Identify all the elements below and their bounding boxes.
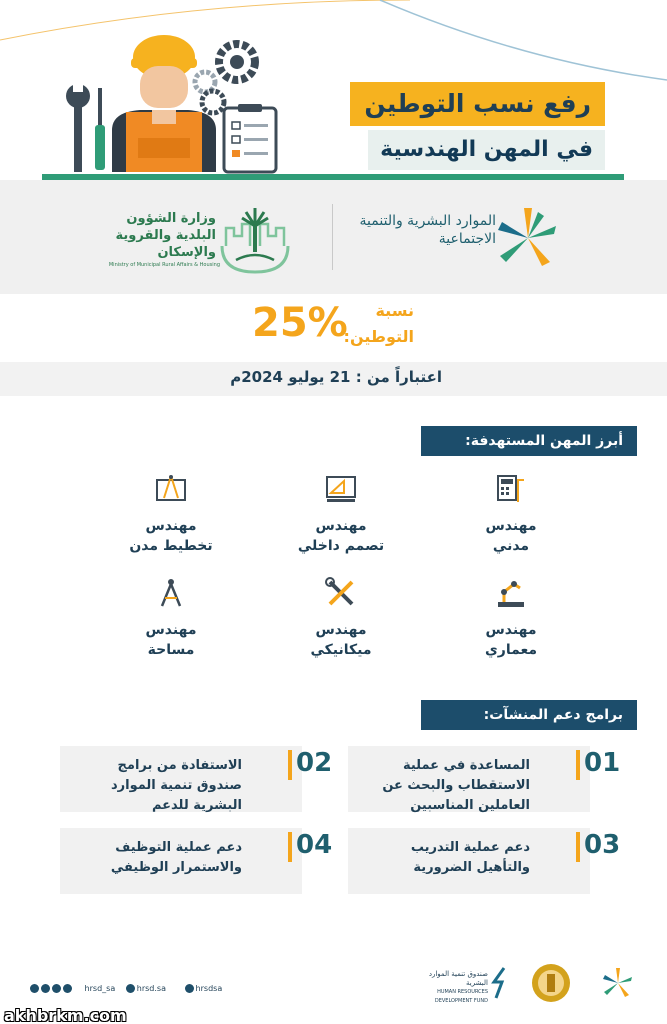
- hr-ministry-small-logo: [598, 966, 638, 1000]
- profession-line2: ميكانيكي: [310, 642, 372, 658]
- calculator-ruler-icon: [494, 472, 528, 506]
- mr-ministry-name-en: Ministry of Municipal Rural Affairs & Housing: [108, 262, 220, 268]
- support-number: 01: [584, 748, 621, 778]
- social-handles: [30, 984, 238, 993]
- hrdf-name: [424, 970, 488, 1006]
- ratio-value: 25%: [252, 300, 348, 346]
- telegram-icon: [126, 984, 135, 993]
- drafting-board-icon: [324, 472, 358, 506]
- gear-icon: [195, 44, 255, 113]
- support-text: الاستفادة من برامج صندوق تنمية الموارد البشرية للدعم: [110, 758, 242, 813]
- social-handle[interactable]: hrsd.sa: [136, 984, 166, 993]
- robot-arm-icon: [494, 576, 528, 610]
- support-number: 02: [296, 748, 333, 778]
- profession-item: [446, 576, 576, 660]
- title-line-1: رفع نسب التوطين: [350, 82, 605, 126]
- profession-line2: مدني: [492, 538, 530, 554]
- profession-line1: مهندس: [315, 622, 367, 638]
- hr-ministry-name: الموارد البشرية والتنمية الاجتماعية: [359, 213, 496, 247]
- professions-section-title: أبرز المهن المستهدفة:: [421, 426, 637, 456]
- support-section-title: برامج دعم المنشآت:: [421, 700, 637, 730]
- profession-line2: معماري: [484, 642, 538, 658]
- hr-ministry-logo: [488, 204, 568, 272]
- support-card: [60, 828, 302, 894]
- mr-ministry-logo: [216, 206, 294, 276]
- profession-line1: مهندس: [145, 622, 197, 638]
- support-card: [348, 828, 590, 894]
- social-icons: [30, 984, 74, 993]
- youtube-icon: [185, 984, 194, 993]
- profession-line1: مهندس: [315, 518, 367, 534]
- profession-item: [106, 472, 236, 556]
- profession-item: [276, 472, 406, 556]
- hrdf-name-en: HUMAN RESOURCES DEVELOPMENT FUND: [434, 989, 488, 1004]
- effective-date: اعتباراً من : 21 يوليو 2024م: [230, 368, 442, 386]
- support-card: [60, 746, 302, 812]
- wrench-icon: [66, 80, 90, 172]
- profession-line2: تصمم داخلي: [297, 538, 385, 554]
- wrench-screwdriver-icon: [324, 576, 358, 610]
- mr-ministry-name: وزارة الشؤون البلدية والقروية والإسكان: [115, 211, 216, 260]
- profession-line1: مهندس: [485, 622, 537, 638]
- number-accent: [576, 750, 580, 780]
- profession-item: [276, 576, 406, 660]
- number-accent: [288, 750, 292, 780]
- profession-line1: مهندس: [145, 518, 197, 534]
- hrdf-logo: [490, 966, 510, 1000]
- support-number: 04: [296, 830, 333, 860]
- number-accent: [576, 832, 580, 862]
- screwdriver-icon: [95, 88, 105, 170]
- title-line-2: في المهن الهندسية: [368, 130, 605, 170]
- ratio-label: نسبة التوطين:: [343, 301, 414, 346]
- hrdf-name-ar: صندوق تنمية الموارد البشرية: [428, 970, 488, 987]
- profession-item: [446, 472, 576, 556]
- city-plan-compass-icon: [154, 472, 188, 506]
- profession-line2: مساحة: [147, 642, 195, 658]
- clipboard-icon: [224, 104, 276, 172]
- support-text: دعم عملية التوظيف والاستمرار الوظيفي: [110, 840, 242, 875]
- logo-divider: [332, 204, 333, 270]
- support-card: [348, 746, 590, 812]
- support-number: 03: [584, 830, 621, 860]
- social-handle[interactable]: hrsdsa: [195, 984, 223, 993]
- watermark: akhbrkm.com: [4, 1006, 127, 1024]
- profession-line2: تخطيط مدن: [129, 538, 213, 554]
- profession-line1: مهندس: [485, 518, 537, 534]
- compass-icon: [154, 576, 188, 610]
- support-text: دعم عملية التدريب والتأهيل الضرورية: [410, 840, 530, 875]
- vision-emblem-logo: [530, 962, 572, 1004]
- number-accent: [288, 832, 292, 862]
- profession-item: [106, 576, 236, 660]
- social-handle[interactable]: hrsd_sa: [84, 984, 116, 993]
- support-text: المساعدة في عملية الاستقطاب والبحث عن العاملين المناسبين: [382, 758, 530, 813]
